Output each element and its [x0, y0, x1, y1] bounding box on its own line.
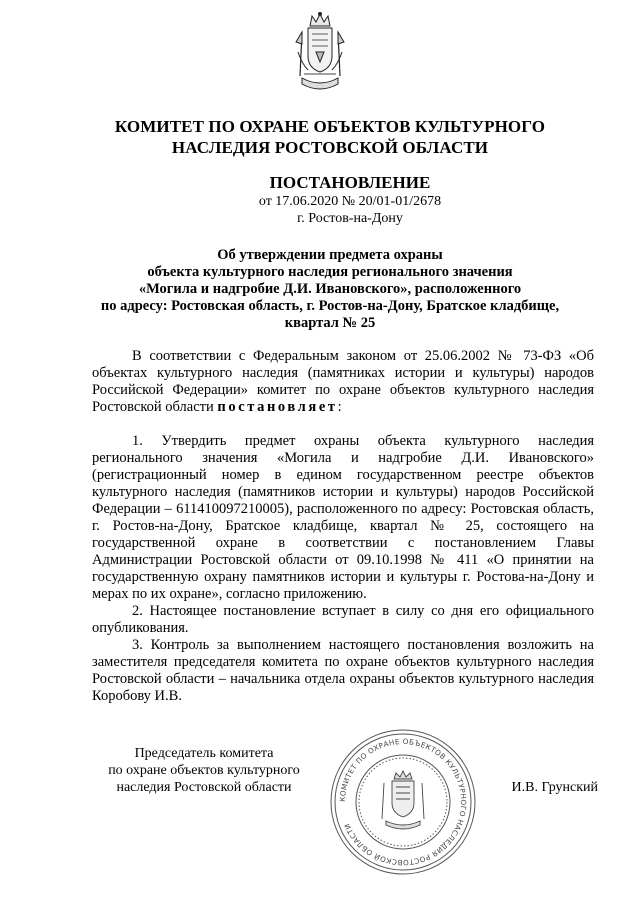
- official-seal-stamp: [328, 727, 478, 877]
- committee-line-2: НАСЛЕДИЯ РОСТОВСКОЙ ОБЛАСТИ: [171, 138, 489, 157]
- subject-line-1: Об утверждении предмета охраны: [217, 247, 443, 263]
- intro-decree-word: постановляет: [217, 399, 338, 415]
- item-3: 3. Контроль за выполнением настоящего постановления возложить на заместителя председателя комитета по охране объектов культурного наследия Ростовской области – начальника отдела охраны объектов культурного наследия Коробову И.В.: [92, 637, 594, 704]
- resolution-date-number: от 17.06.2020 № 20/01-01/2678: [258, 194, 442, 209]
- item-2: 2. Настоящее постановление вступает в силу со дня его официального опубликования.: [92, 603, 594, 636]
- signer-title-line-2: по охране объектов культурного: [108, 763, 300, 778]
- resolution-city: г. Ростов-на-Дону: [297, 211, 403, 226]
- signer-title-line-3: наследия Ростовской области: [116, 780, 292, 795]
- intro-colon: :: [337, 399, 342, 415]
- committee-header: [60, 116, 600, 158]
- committee-line-1: КОМИТЕТ ПО ОХРАНЕ ОБЪЕКТОВ КУЛЬТУРНОГО: [114, 117, 546, 136]
- signer-title: [88, 745, 320, 796]
- subject-line-2: объекта культурного наследия регионального значения: [147, 264, 513, 280]
- seal-text: КОМИТЕТ ПО ОХРАНЕ ОБЪЕКТОВ КУЛЬТУРНОГО НАСЛЕДИЯ РОСТОВСКОЙ ОБЛАСТИ: [337, 736, 469, 868]
- resolution-title: ПОСТАНОВЛЕНИЕ: [269, 173, 431, 192]
- subject-line-3: «Могила и надгробие Д.И. Ивановского», расположенного: [138, 281, 522, 297]
- signer-name: И.В. Грунский: [511, 780, 598, 795]
- resolution-meta: [200, 193, 500, 227]
- coat-of-arms-icon: [294, 12, 346, 98]
- intro-text: В соответствии с Федеральным законом от 25.06.2002 № 73-ФЗ «Об объектах культурного наследия (памятниках истории и культуры) народов Российской Федерации» комитет по охране объектов культурного наследия Ростовской области: [92, 348, 594, 415]
- subject-line-4: по адресу: Ростовская область, г. Ростов-на-Дону, Братское кладбище,: [100, 298, 560, 314]
- resolution-subject: [90, 247, 570, 332]
- signer-title-line-1: Председатель комитета: [134, 746, 274, 761]
- intro-paragraph: [92, 348, 594, 416]
- resolution-items: [92, 433, 594, 705]
- subject-line-5: квартал № 25: [284, 315, 376, 331]
- seal-emblem-icon: [382, 771, 424, 829]
- item-1: 1. Утвердить предмет охраны объекта культурного наследия регионального значения «Могила и надгробие Д.И. Ивановского» (регистрационный номер в едином государственном реестре объектов культурного наследия (памятников истории и культуры) народов Российской Федерации – 611410097210005), расположенного по адресу: Ростовская область, г. Ростов-на-Дону, Братское кладбище, квартал № 25, состоящего на государственной охране в соответствии с постановлением Главы Администрации Ростовской области от 09.10.1998 № 411 «О принятии на государственную охрану памятников истории и культуры г. Ростова-на-Дону и мерах по их охране», согласно приложению.: [92, 433, 594, 602]
